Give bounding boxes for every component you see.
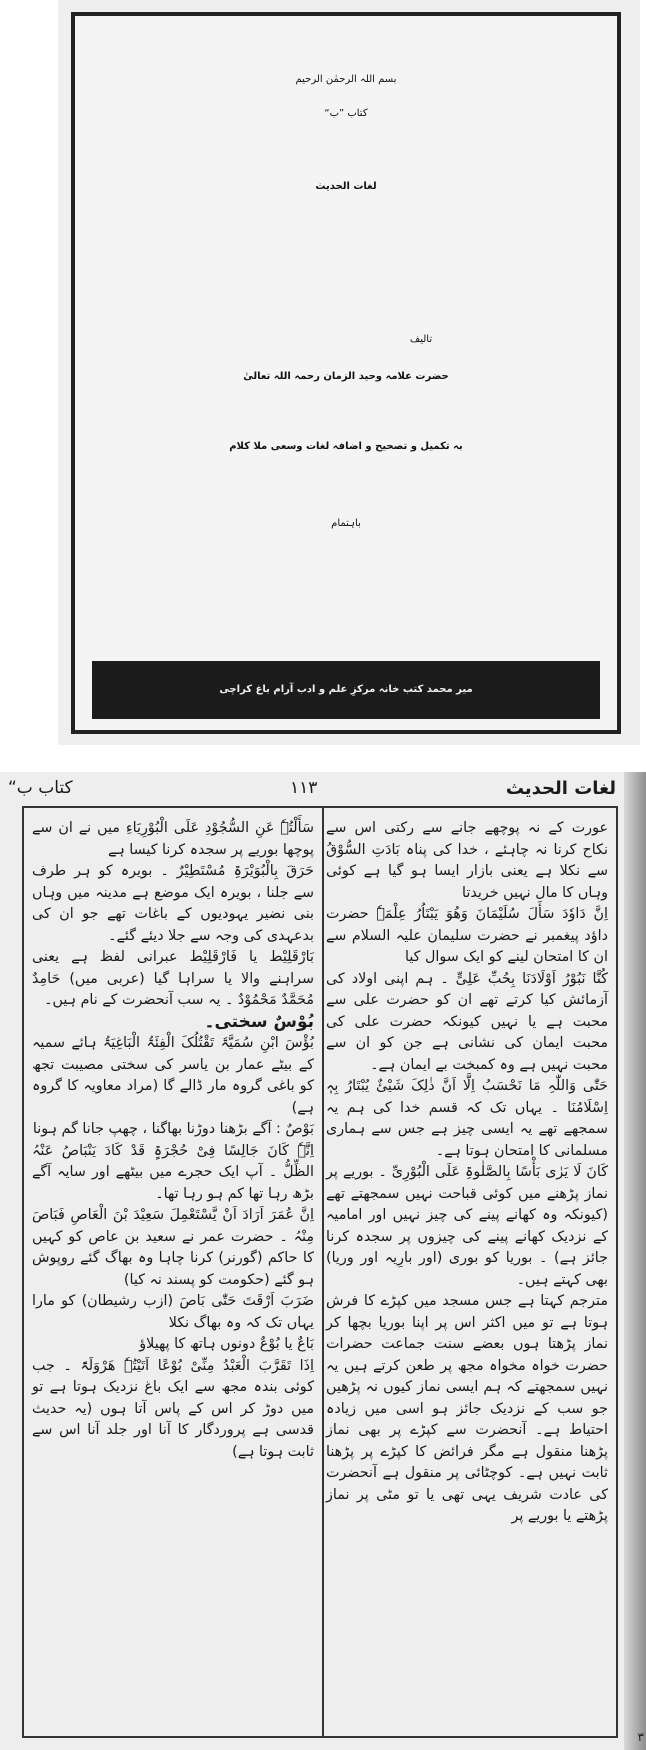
corner-mark: ۳ (637, 1730, 644, 1744)
entry-paragraph: اِنَّ دَاوٗدَ سَأَلَ سُلَیْمَانَ وَھُوَ یَبْتَاُرُ عِلْمَہٗ حضرت داؤد پیغمبر نے حضرت سلیمان علیہ السلام سے ان کا امتحان لینے کو ایک سوال کیا (326, 906, 608, 965)
two-column-frame (22, 806, 618, 1738)
book-part-label: کتاب ”ب“ (324, 108, 368, 119)
arrangement-label: باہتمام (331, 518, 361, 529)
entry-paragraph: بَارْقَلِیْط یا فَارْقَلِیْط عبرانی لفظ ہے یعنی سراہنے والا یا سراہا گیا (عربی میں) حَامِدٌ مُحَمَّدٌ مَحْمُوْدٌ ۔ یہ سب آنحضرت کے نام ہیں۔ (32, 949, 314, 1008)
title-page-frame (71, 12, 621, 734)
authorship-label: تالیف (409, 334, 433, 345)
dictionary-page-scan (0, 772, 646, 1750)
right-column (326, 818, 608, 1528)
headword: بُوْسٌ سختی۔ (204, 1011, 314, 1032)
entry-paragraph: حَتّٰی وَاللّٰہِ مَا نَحْسَبُ اِلَّا اَنَّ ذٰلِکَ شَیْئٌ یُبْتَارُ بِہٖ اِسْلَامُنَا ۔ یہاں تک کہ قسم خدا کی ہم یہ سمجھے تھے یہ ایسی چیز ہے جس سے ہماری مسلمانی کا امتحان ہوتا ہے۔ (326, 1078, 608, 1159)
entry-paragraph: اِنَّ عُمَرَ اَرَادَ اَنْ یَّسْتَعْمِلَ سَعِیْدَ بْنَ الْعَاصِ فَبَاصَ مِنْہُ ۔ حضرت عمر نے سعید بن عاص کو کہیں کا حاکم (گورنر) کرنا چاہا وہ بھاگ گئے روپوش ہو گئے (حکومت کو پسند نہ کیا) (32, 1207, 314, 1288)
page-gutter (624, 772, 646, 1750)
author-name: حضرت علامہ وحید الزمان رحمہ اللہ تعالیٰ (243, 371, 449, 382)
entry-paragraph: بُؤْسَ ابْنِ سُمَیَّۃَ تَقْتُلُکَ الْفِئَۃُ الْبَاغِیَۃُ ہائے سمیہ کے بیٹے عمار بن یاسر کی سختی مصیبت تجھ کو باغی گروہ مار ڈالے گا (مراد معاویہ کا گروہ ہے) (32, 1035, 314, 1116)
running-header-section: کتاب ب“ (8, 778, 73, 798)
entry-paragraph: ضَرَبَ اَرْقَتَ حَتّٰی بَاصَ (ازب رشیطان) کو مارا یہاں تک کہ وہ بھاگ نکلا (32, 1293, 314, 1331)
left-column (32, 818, 314, 1463)
book-title: لغات الحدیث (315, 181, 377, 192)
running-header-title: لغات الحدیث (505, 778, 616, 799)
completion-note: بہ تکمیل و تصحیح و اضافہ لغات وسعی ملا کلام (229, 441, 463, 452)
entry-paragraph: کَانَ لَا یَرٰی بَأْسًا بِالصَّلٰوۃِ عَلَی الْبُوْرِیِّ ۔ بوریے پر نماز پڑھنے میں کوئی قباحت نہیں سمجھتے تھے (کیونکہ وہ کھانے پینے کی چیز نہیں اور امامیہ کے نزدیک کھانے پینے کی چیزوں پر سجدہ کرنا جائز ہے) ۔ بوریا کو بوری (اور بارِیہ اور وریا) بھی کہتے ہیں۔ (326, 1164, 608, 1288)
entry-paragraph: کُنَّا نَبُوْرُ اَوْلَادَنَا بِحُبِّ عَلِیٍّ ۔ ہم اپنی اولاد کی آزمائش کیا کرتے تھے ان کو حضرت علی سے محبت ہے یا نہیں کیونکہ حضرت علی کی محبت ایمان کی نشانی ہے جن کو ان سے محبت نہیں ہے وہ کمبخت بے ایمان ہے۔ (326, 970, 608, 1073)
page-number: ۱۱۳ (290, 778, 318, 798)
entry-paragraph: سَأَلْتُہٗ عَنِ السُّجُوْدِ عَلَی الْبُوْرِیَاءِ میں نے ان سے پوچھا بوریے پر سجدہ کرنا کیسا ہے (32, 820, 314, 858)
entry-paragraph: مترجم کہتا ہے جس مسجد میں کپڑے کا فرش ہوتا ہے تو میں اکثر اس پر اپنا بوریا بچھا کر نماز پڑھتا ہوں بعضے سنت جماعت حضرات حضرت خواہ مخواہ مجھ پر طعن کرتے ہیں یہ نہیں سمجھتے کہ ہم ایسی نماز کیوں نہ پڑھیں جو سب کے نزدیک جائز ہو اسی میں زیادہ احتیاط ہے۔ آنحضرت سے کپڑے پر بھی نماز پڑھنا منقول ہے مگر فرائض کا کپڑے پر پڑھنا ثابت نہیں ہے۔ کوچٹائی پر منقول ہے آنحضرت کی عادت شریف یہی تھی یا تو مٹی پر نماز پڑھتے یا بوریے پر (326, 1293, 608, 1524)
entry-paragraph: اِذَا تَقَرَّبَ الْعَبْدُ مِنِّیْ بُوْعًا اَتَیْتُہٗ ھَرْوَلَۃً ۔ جب کوئی بندہ مجھ سے ایک باغ نزدیک ہوتا ہے تو میں دوڑ کر اس کے پاس آتا ہوں (یہ حدیث قدسی ہے پروردگار کا آنا اور جلد آنا اس سے ثابت ہوتا ہے) (32, 1357, 314, 1460)
title-page-scan (58, 0, 640, 745)
publisher-band: میر محمد کتب خانہ مرکزِ علم و ادب آرام باغ کراچی (92, 661, 600, 719)
column-divider (322, 808, 324, 1736)
entry-paragraph: حَرَقَ بِالْبُوَیْرَۃِ مُسْتَطِیْرٌ ۔ بویرہ کو ہر طرف سے جلنا ، بویرہ ایک موضع ہے مدینہ میں وہاں بنی نضیر یہودیوں کے باغات تھے جو ان کی بدعہدی کی وجہ سے جلا دیئے گئے۔ (32, 863, 314, 944)
entry-paragraph: عورت کے نہ پوچھے جانے سے رکتی اس سے نکاح کرنا نہ چاہئے ، خدا کی پناہ بَادَتِ السُّوْقُ سے نکلا ہے یعنی بازار ایسا ہو گیا ہے کوئی وہاں کا مال نہیں خریدتا (326, 820, 608, 901)
entry-paragraph: بَوْصٌ : آگے بڑھنا دوڑنا بھاگنا ، چھپ جانا گم ہونا (32, 1121, 314, 1137)
entry-paragraph: بَاعٌ یا بُوْعٌ دونوں ہاتھ کا پھیلاؤ (139, 1336, 314, 1352)
entry-paragraph: اِنَّہٗ کَانَ جَالِسًا فِیْ حُجْرَۃٍ قَدْ کَادَ یَنْبَاصُ عَنْہُ الظِّلُّ ۔ آپ ایک حجرے میں بیٹھے اور سایہ آگے بڑھ رہا تھا کم ہو رہا تھا۔ (32, 1142, 314, 1202)
bismillah: بسم اللہ الرحمٰن الرحیم (295, 74, 397, 85)
